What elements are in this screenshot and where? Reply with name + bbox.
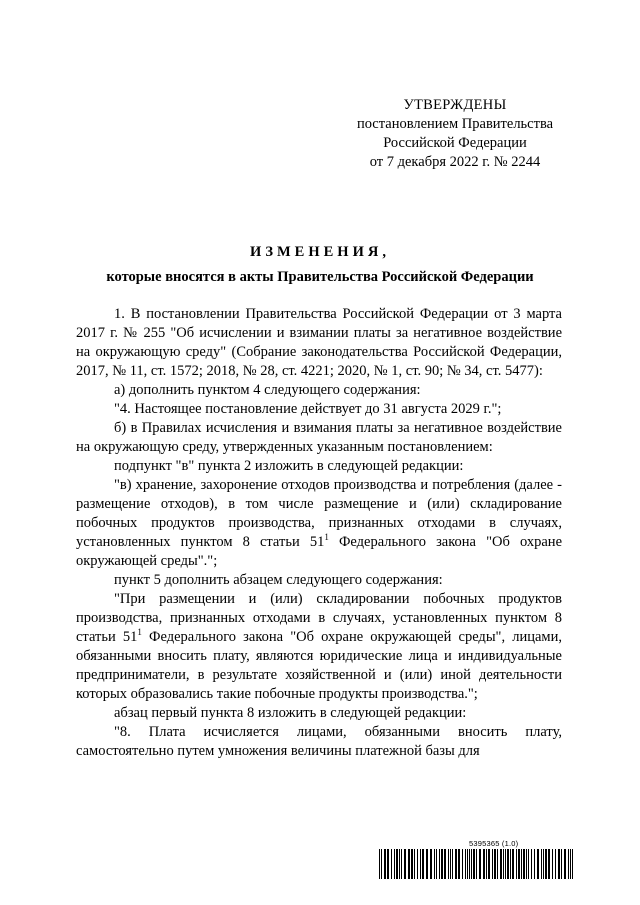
paragraph-8-text-b: Федерального закона "Об охране окружающей среды", лицами, обязанными вносить плату, являются юридические лица и индивидуальные предприниматели, в результате хозяйственной и (или) иной деятельности которых образовались такие побочные продукты производства."; xyxy=(76,629,562,702)
approval-block xyxy=(340,96,570,172)
paragraph-7: пункт 5 дополнить абзацем следующего содержания: xyxy=(114,572,443,588)
paragraph-9: абзац первый пункта 8 изложить в следующей редакции: xyxy=(114,705,467,721)
paragraph-8 xyxy=(76,590,562,704)
approval-line-4: от 7 декабря 2022 г. № 2244 xyxy=(369,154,541,170)
paragraph-2: а) дополнить пунктом 4 следующего содержания: xyxy=(114,382,421,398)
document-subtitle: которые вносятся в акты Правительства Российской Федерации xyxy=(106,269,534,285)
paragraph-6-text-a: "в) хранение, захоронение отходов производства и потребления (далее - размещение отходов), в том числе размещение и (или) складирование побочных продуктов производства, признанных отходами в случаях, установленных пунктом 8 статьи 51 xyxy=(76,477,562,550)
approval-line-2: постановлением Правительства xyxy=(356,116,554,132)
approval-heading: УТВЕРЖДЕНЫ xyxy=(403,97,507,113)
paragraph-1: 1. В постановлении Правительства Российской Федерации от 3 марта 2017 г. № 255 "Об исчислении и взимании платы за негативное воздействие на окружающую среду" (Собрание законодательства Российской Федерации, 2017, № 11, ст. 1572; 2018, № 28, ст. 4221; 2020, № 1, ст. 90; № 34, ст. 5477): xyxy=(76,306,562,379)
paragraph-6 xyxy=(76,476,562,571)
document-title: ИЗМЕНЕНИЯ, xyxy=(250,244,390,260)
paragraph-3: "4. Настоящее постановление действует до 31 августа 2029 г."; xyxy=(114,401,502,417)
paragraph-6-superscript: 1 xyxy=(324,532,329,543)
paragraph-5: подпункт "в" пункта 2 изложить в следующей редакции: xyxy=(114,458,464,474)
barcode-block xyxy=(379,839,575,881)
approval-line-3: Российской Федерации xyxy=(383,135,527,151)
document-body xyxy=(76,305,562,761)
paragraph-10: "8. Плата исчисляется лицами, обязанными вносить плату, самостоятельно путем умножения величины платежной базы для xyxy=(76,724,562,759)
paragraph-8-superscript: 1 xyxy=(137,627,142,638)
barcode-icon xyxy=(379,849,575,879)
paragraph-8-text-a: "При размещении и (или) складировании побочных продуктов производства, признанных отходами в случаях, установленных пунктом 8 статьи 51 xyxy=(76,591,562,645)
barcode-label: 5395365 (1.0) xyxy=(469,839,519,848)
paragraph-6-text-b: Федерального закона "Об охране окружающей среды"."; xyxy=(76,534,563,569)
paragraph-4: б) в Правилах исчисления и взимания платы за негативное воздействие на окружающую среду, утвержденных указанным постановлением: xyxy=(76,420,562,455)
